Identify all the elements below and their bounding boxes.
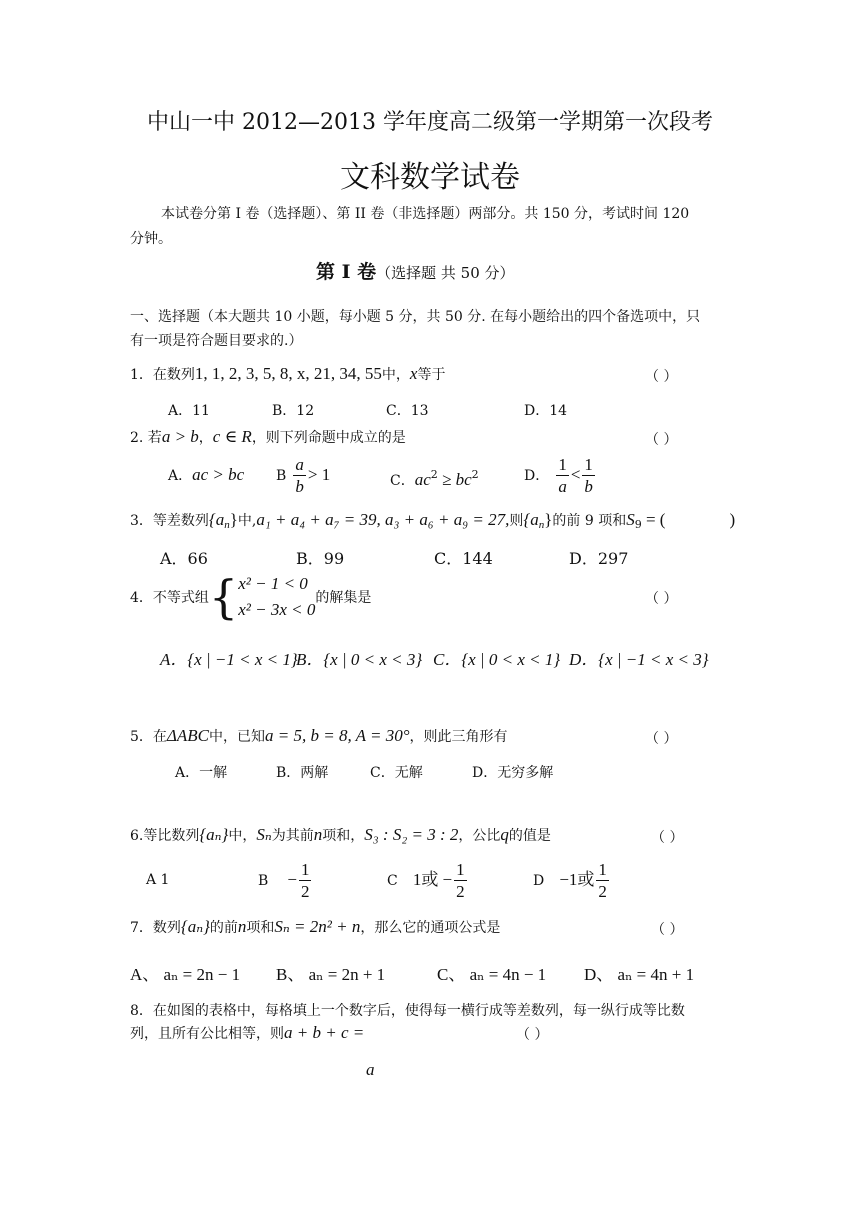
question-8-line-1: 8．在如图的表格中，每格填上一个数字后，使得每一横行成等差数列，每一纵行成等比数 (130, 1003, 685, 1019)
q8-expression: a + b + c = (284, 1023, 365, 1042)
q5-mid: 中，已知 (209, 729, 266, 745)
q5-option-d[interactable]: D．无穷多解 (472, 765, 554, 781)
q2-c-label: C． (390, 473, 415, 489)
q7-n: n (237, 917, 247, 936)
q5-option-a[interactable]: A．一解 (175, 765, 228, 781)
q1-var: x (409, 364, 418, 383)
q7-mid2: 项和 (246, 920, 275, 936)
q7-formula: Sₙ = 2n² + n (274, 917, 361, 936)
section-heading-main: 第 I 卷 (316, 261, 377, 283)
question-4 (130, 570, 371, 624)
q5-condition: a = 5, b = 8, A = 30° (265, 726, 410, 745)
q4-tail: 的解集是 (315, 590, 372, 606)
q6-mid3: 项和， (322, 828, 365, 844)
q3-s: S (626, 510, 635, 529)
q6-answer-paren[interactable]: （ ） (651, 830, 684, 846)
question-6 (130, 825, 551, 845)
q6-d-fraction: $\frac{1}{2}$ (598, 860, 607, 901)
q2-answer-paren[interactable]: （ ） (645, 432, 678, 448)
q3-sub-n: n (224, 519, 230, 531)
q2-option-a[interactable] (168, 455, 244, 495)
q4-line-2: x² − 3x < 0 (238, 600, 316, 619)
q8-line2-text: 列，且所有公比相等，则 (130, 1026, 284, 1042)
q7-option-b[interactable]: B、 aₙ = 2n + 1 (276, 965, 386, 984)
q7-option-a[interactable]: A、 aₙ = 2n − 1 (130, 965, 241, 984)
q3-mid: 中, (237, 513, 257, 529)
q6-d-pre: −1或 (559, 870, 595, 889)
q6-stem: 6.等比数列 (130, 828, 200, 844)
q3-option-b[interactable]: B．99 (296, 549, 345, 568)
q5-option-c[interactable]: C．无解 (370, 765, 423, 781)
q2-b-fraction: $\frac{a}{b}$ (295, 455, 304, 496)
q6-sn: Sₙ (256, 825, 272, 844)
q6-seq: {aₙ} (199, 825, 229, 844)
q6-tail: ，公比 (458, 828, 501, 844)
q3-eq-paren: = ( (641, 510, 666, 529)
question-8-line-2 (130, 1023, 364, 1043)
q3-close: } (229, 510, 238, 529)
q2-cond2: c ∈ R (212, 427, 252, 446)
q2-a-label: A． (168, 468, 193, 484)
q8-table-cell-a: a (366, 1060, 375, 1079)
instructions-line-1: 一、选择题（本大题共 10 小题，每小题 5 分，共 50 分. 在每小题给出的四个备选项中，只 (130, 309, 701, 325)
q2-d-label: D． (524, 468, 550, 484)
q1-answer-paren[interactable]: （ ） (645, 369, 678, 385)
q2-c-exp1: 2 (430, 468, 438, 481)
q2-option-b[interactable] (276, 455, 330, 495)
q1-option-b[interactable]: B．12 (272, 403, 315, 419)
q4-option-a[interactable]: A．{x | −1 < x < 1} (160, 650, 298, 669)
q7-mid: 的前 (209, 920, 238, 936)
q3-option-d[interactable]: D．297 (569, 549, 629, 568)
q5-answer-paren[interactable]: （ ） (645, 731, 678, 747)
q3-then: 则 (509, 513, 524, 529)
q1-option-d[interactable]: D．14 (524, 403, 568, 419)
q2-option-d[interactable] (524, 455, 597, 495)
q7-seq: {aₙ} (180, 917, 210, 936)
q7-option-c[interactable]: C、 aₙ = 4n − 1 (437, 965, 547, 984)
q2-c-lhs: ac (414, 470, 431, 489)
q3-sub-9: 9 (634, 518, 642, 531)
q6-b-sign: − (287, 870, 297, 889)
section-heading (316, 257, 515, 284)
q3-option-c[interactable]: C．144 (434, 549, 493, 568)
instructions-line-2: 有一项是符合题目要求的.） (130, 333, 303, 349)
question-7 (130, 917, 500, 937)
q4-system (238, 571, 315, 623)
q2-b-rel: > 1 (307, 465, 331, 484)
q6-tail2: 的值是 (508, 828, 551, 844)
q4-stem: 4．不等式组 (130, 590, 209, 606)
question-1 (130, 364, 445, 384)
q2-c-exp2: 2 (471, 468, 479, 481)
q6-option-d[interactable] (533, 858, 611, 902)
q4-line-1: x² − 1 < 0 (238, 574, 308, 593)
q2-b-label: B (276, 468, 287, 484)
q5-triangle: ΔABC (166, 726, 210, 745)
q7-tail: ，那么它的通项公式是 (360, 920, 501, 936)
question-3: 3．等差数列$\{a_n\}$中,a₁ + a₄ + a₇ = 39, a₃ + a₆ + a₉ = 27,则$\{a_n\}$的前 9 项和$S_9$ = ( ) (130, 510, 736, 531)
q4-option-c[interactable]: C．{x | 0 < x < 1} (433, 650, 561, 669)
q6-ratio: S₃ : S₂ = 3 : 2 (364, 825, 459, 844)
section-heading-sub: （选择题 共 50 分） (376, 264, 515, 282)
q4-option-b[interactable]: B．{x | 0 < x < 3} (296, 650, 423, 669)
question-2 (130, 427, 406, 447)
q1-option-c[interactable]: C．13 (386, 403, 429, 419)
q6-b-label: B (258, 873, 269, 889)
q3-stem: 3．等差数列 (130, 513, 209, 529)
q6-b-fraction: $\frac{1}{2}$ (300, 860, 310, 901)
q2-d-fraction-2: $\frac{1}{b}$ (584, 455, 593, 496)
exam-subtitle: 文科数学试卷 (340, 160, 520, 195)
q6-c-label: C (387, 873, 398, 889)
q1-stem: 1．在数列 (130, 367, 195, 383)
q7-answer-paren[interactable]: （ ） (651, 922, 684, 938)
q2-stem: 2. 若 (130, 430, 162, 446)
q5-stem: 5．在 (130, 729, 167, 745)
exam-title: 中山一中 2012—2013 学年度高二级第一学期第一次段考 (147, 110, 713, 135)
q3-seq-2: {a (523, 510, 539, 529)
q6-d-label: D (533, 873, 545, 889)
q3-close-2: } (544, 510, 553, 529)
q1-sequence: 1, 1, 2, 3, 5, 8, x, 21, 34, 55 (194, 364, 382, 383)
q3-equations: a₁ + a₄ + a₇ = 39, a₃ + a₆ + a₉ = 27, (256, 510, 510, 529)
q2-d-rel: < (570, 465, 581, 484)
q1-tail-b: 等于 (417, 367, 446, 383)
q6-mid1: 中， (228, 828, 257, 844)
q6-option-b[interactable] (258, 858, 313, 902)
q6-option-a[interactable]: A 1 (146, 872, 170, 888)
q2-cond1: a > b (161, 427, 199, 446)
q6-mid2: 为其前 (271, 828, 314, 844)
q1-option-a[interactable]: A．11 (168, 403, 210, 419)
q2-c-rhs: ≥ bc (437, 470, 472, 489)
q3-option-a[interactable]: A．66 (160, 549, 208, 568)
q2-option-c[interactable] (390, 455, 479, 495)
q2-sep: ， (198, 430, 213, 446)
q6-c-fraction: $\frac{1}{2}$ (456, 860, 465, 901)
q2-a-expr: ac > bc (192, 465, 245, 484)
q4-answer-paren[interactable]: （ ） (645, 591, 678, 607)
q4-option-d[interactable]: D．{x | −1 < x < 3} (569, 650, 709, 669)
q3-sub-n-2: n (538, 519, 545, 531)
q2-d-fraction-1: $\frac{1}{a}$ (558, 455, 567, 496)
q3-tail: 的前 9 项和 (552, 513, 627, 529)
q5-option-b[interactable]: B．两解 (276, 765, 329, 781)
intro-line-1: 本试卷分第 I 卷（选择题）、第 II 卷（非选择题）两部分。共 150 分，考试时间 120 (161, 206, 690, 222)
q1-tail-a: 中， (381, 367, 410, 383)
q4-brace: { (208, 570, 239, 624)
q6-option-c[interactable] (387, 858, 469, 902)
q6-q: q (500, 825, 509, 844)
q2-tail: ，则下列命题中成立的是 (251, 430, 406, 446)
q6-n: n (313, 825, 323, 844)
q7-stem: 7．数列 (130, 920, 181, 936)
q6-c-pre: 1或 − (412, 870, 453, 889)
question-5 (130, 726, 508, 746)
q8-answer-paren[interactable]: （ ） (516, 1027, 549, 1043)
intro-line-2: 分钟。 (130, 231, 172, 247)
q5-tail: ，则此三角形有 (409, 729, 508, 745)
q3-seq: {a (208, 510, 225, 529)
q7-option-d[interactable]: D、 aₙ = 4n + 1 (584, 965, 695, 984)
